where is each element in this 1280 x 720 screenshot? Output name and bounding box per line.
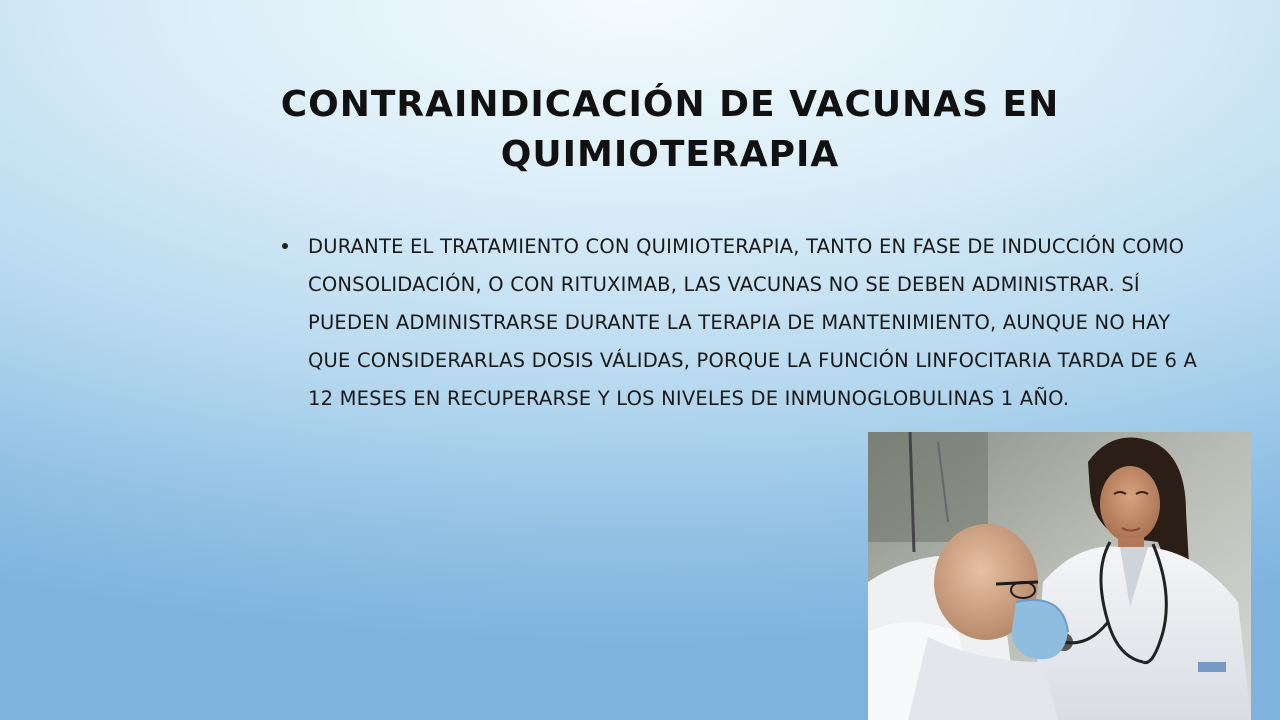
slide-title: CONTRAINDICACIÓN DE VACUNAS EN QUIMIOTERAPIA <box>280 84 1060 175</box>
bullet-text: DURANTE EL TRATAMIENTO CON QUIMIOTERAPIA, TANTO EN FASE DE INDUCCIÓN COMO CONSOLIDACIÓN, O CON RITUXIMAB, LAS VACUNAS NO SE DEBEN ADMINISTRAR. SÍ PUEDEN ADMINISTRARSE DURANTE LA TERAPIA DE MANTENIMIENTO, AUNQUE NO HAY QUE CONSIDERARLAS DOSIS VÁLIDAS, PORQUE LA FUNCIÓN LINFOCITARIA TARDA DE 6 A 12 MESES EN RECUPERARSE Y LOS NIVELES DE INMUNOGLOBULINAS 1 AÑO. <box>308 235 1198 410</box>
doctor-examining-patient-photo <box>868 432 1251 720</box>
bullet-item <box>272 228 1212 418</box>
bullet-list <box>272 228 1212 418</box>
photo-illustration <box>868 432 1251 720</box>
bullet-dot-icon <box>282 243 288 249</box>
